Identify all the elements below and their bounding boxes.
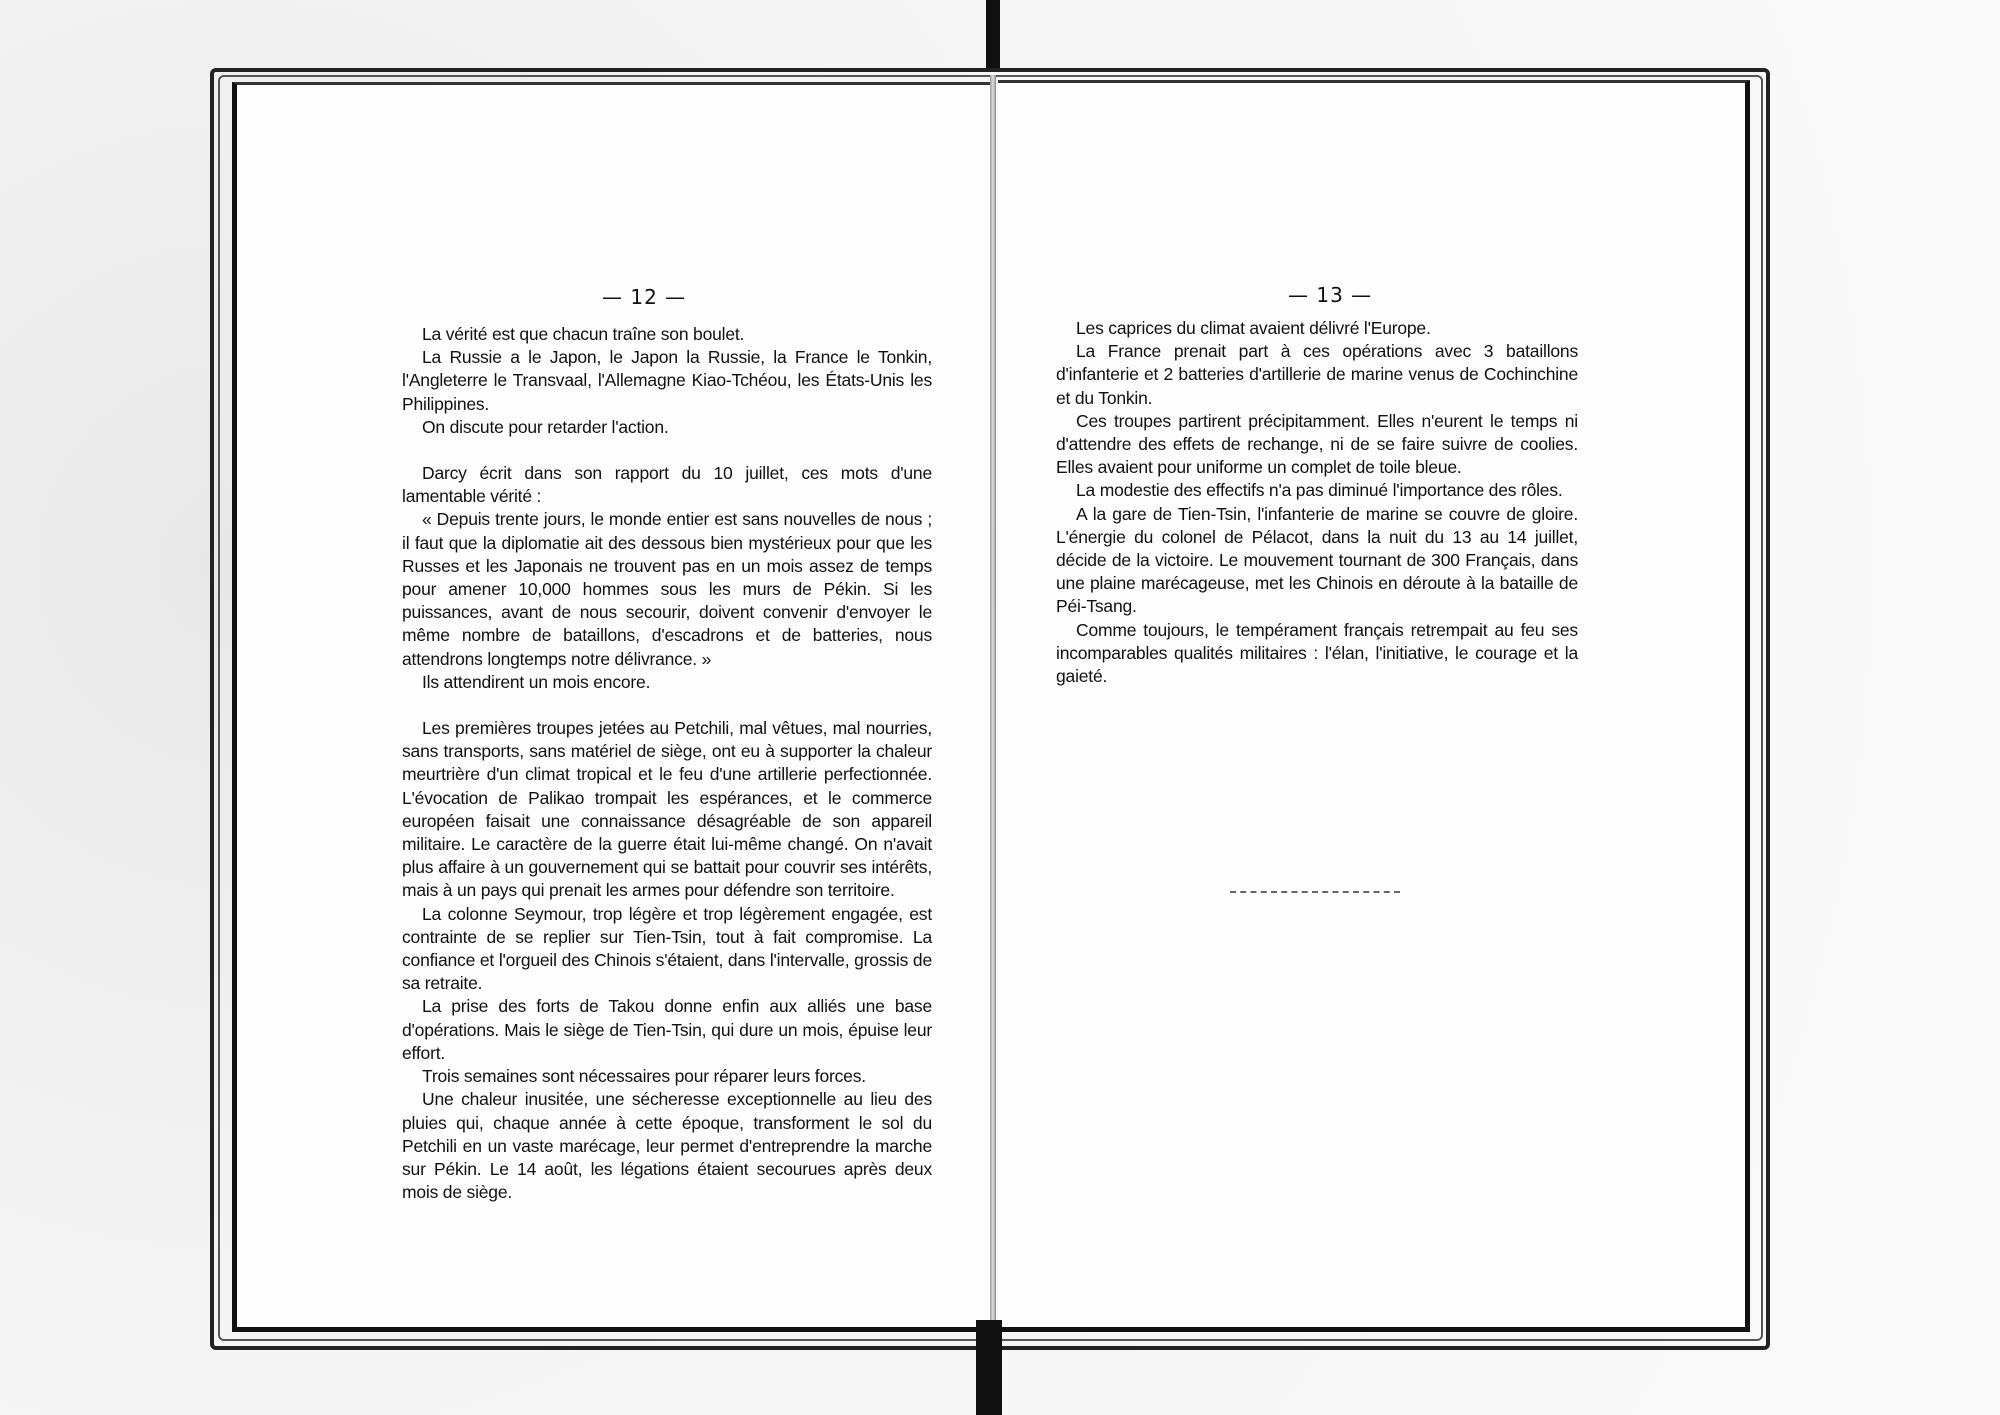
paragraph: Ils attendirent un mois encore. xyxy=(422,671,651,692)
book-gutter xyxy=(990,75,996,1340)
right-page xyxy=(998,80,1750,1332)
paragraph: A la gare de Tien-Tsin, l'infanterie de marine se couvre de gloire. L'énergie du colonel de Pélacot, dans la nuit du 13 au 14 juillet, décide de la victoire. Le mouvement tournant de 300 Français, dans une plaine marécageuse, met les Chinois en déroute à la bataille de Péi-Tsang. xyxy=(1056,503,1578,617)
book-spine-top xyxy=(986,0,1000,70)
paragraph: Darcy écrit dans son rapport du 10 juillet, ces mots d'une lamentable vérité : xyxy=(402,463,932,507)
paragraph: La colonne Seymour, trop légère et trop légèrement engagée, est contrainte de se replier sur Tien-Tsin, tout à fait compromise. La confiance et l'orgueil des Chinois s'étaient, dans l'intervalle, grossis de sa retraite. xyxy=(402,903,932,994)
quote-paragraph: « Depuis trente jours, le monde entier est sans nouvelles de nous ; il faut que la diplomatie ait des dessous bien mystérieux pour que les Russes et les Japonais ne trouvent pas en un mois assez de temps pour amener 10,000 hommes sous les murs de Pékin. Si les puissances, avant de nous secourir, doivent convenir d'envoyer le même nombre de bataillons, d'escadrons et de batteries, nous attendrons longtemps notre délivrance. » xyxy=(402,509,932,669)
paragraph: Trois semaines sont nécessaires pour réparer leurs forces. xyxy=(422,1066,866,1087)
paragraph: Comme toujours, le tempérament français retrempait au feu ses incomparables qualités militaires : l'élan, l'initiative, le courage et la gaieté. xyxy=(1056,619,1578,687)
paragraph: Les caprices du climat avaient délivré l'Europe. xyxy=(1076,318,1431,338)
paragraph: La prise des forts de Takou donne enfin aux alliés une base d'opérations. Mais le siège de Tien-Tsin, qui dure un mois, épuise leur effort. xyxy=(402,996,932,1063)
paragraph: On discute pour retarder l'action. xyxy=(422,416,669,437)
paragraph: Les premières troupes jetées au Petchili, mal vêtues, mal nourries, sans transports, sans matériel de siège, ont eu à supporter la chaleur meurtrière d'un climat tropical et le feu d'une artillerie perfectionnée. L'évocation de Palikao trompait les espérances, et le commerce européen faisait une connaissance désagréable de son appareil militaire. Le caractère de la guerre était lui-même changé. On n'avait plus affaire à un gouvernement qui se battait pour couvrir ses intérêts, mais à un pays qui prenait les armes pour défendre son territoire. xyxy=(402,718,932,901)
paragraph: Une chaleur inusitée, une sécheresse exceptionnelle au lieu des pluies qui, chaque année à cette époque, transforment le sol du Petchili en un vaste marécage, leur permet d'entreprendre la marche sur Pékin. Le 14 août, les légations étaient secourues après deux mois de siège. xyxy=(402,1089,932,1203)
paragraph: La France prenait part à ces opérations avec 3 bataillons d'infanterie et 2 batteries d'artillerie de marine venus de Cochinchine et du Tonkin. xyxy=(1056,341,1578,408)
paragraph: La vérité est que chacun traîne son boulet. xyxy=(422,324,745,344)
book-spine-bottom xyxy=(976,1320,1002,1415)
page-number-13: — 13 — xyxy=(1288,283,1373,307)
paragraph: La Russie a le Japon, le Japon la Russie, la France le Tonkin, l'Angleterre le Transvaal, l'Allemagne Kiao-Tchéou, les États-Unis les Philippines. xyxy=(402,347,932,414)
left-page xyxy=(232,82,992,1332)
paragraph: La modestie des effectifs n'a pas diminué l'importance des rôles. xyxy=(1076,480,1563,501)
page-number-12: — 12 — xyxy=(602,285,687,309)
left-page-text xyxy=(402,323,932,1204)
section-end-rule xyxy=(1230,891,1400,893)
paragraph: Ces troupes partirent précipitamment. Elles n'eurent le temps ni d'attendre des effets de rechange, ni de se faire suivre de coolies. Elles avaient pour uniforme un complet de toile bleue. xyxy=(1056,410,1578,478)
right-page-text xyxy=(1056,317,1578,688)
